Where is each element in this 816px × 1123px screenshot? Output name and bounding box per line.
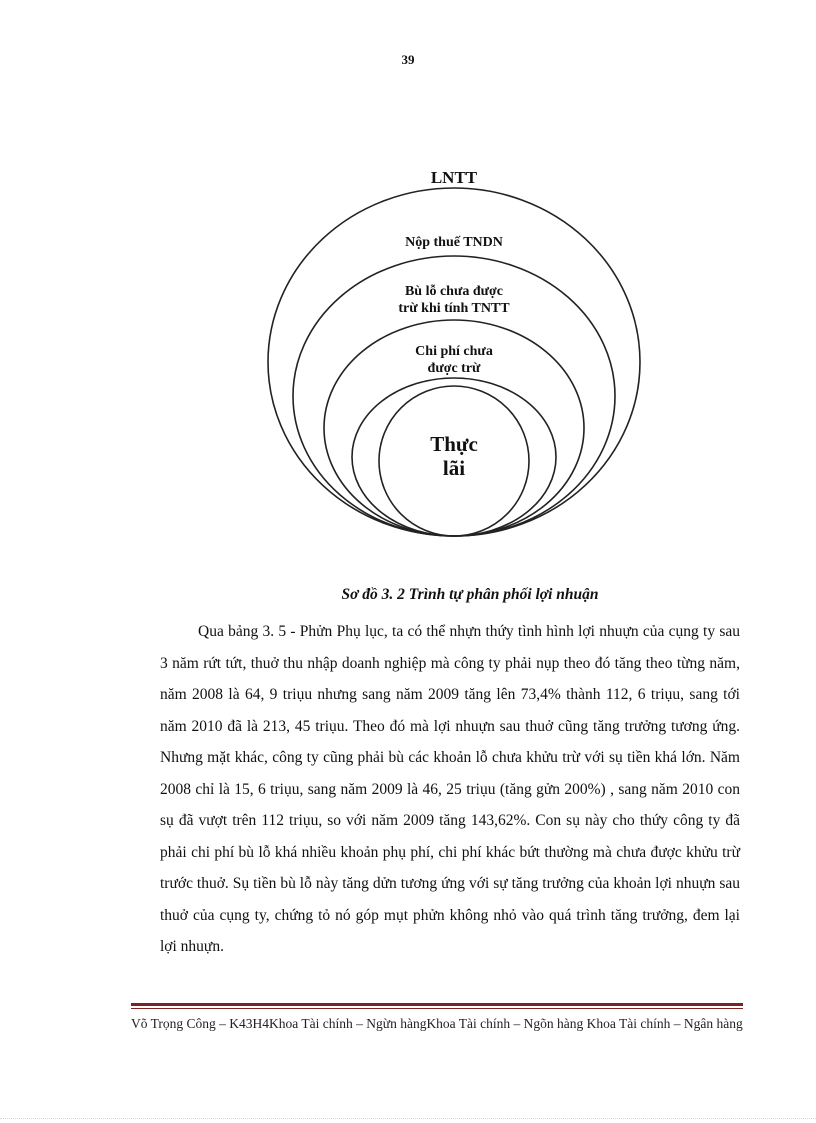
footer-rule-thin: [131, 1008, 743, 1009]
label-bu-lo-line1: Bù lỗ chưa được: [404, 284, 504, 299]
label-lntt: LNTT: [430, 168, 478, 187]
page-edge: [0, 1118, 816, 1119]
body-text: [160, 616, 740, 963]
label-bu-lo-line2: trừ khi tính TNTT: [398, 301, 510, 316]
label-chi-phi-line1: Chi phí chưa: [415, 344, 493, 359]
footer-rule: [131, 1003, 743, 1006]
page-number: 39: [401, 52, 415, 67]
label-nop-thue: Nộp thuế TNDN: [405, 235, 503, 250]
diagram-caption: Sơ đồ 3. 2 Trình tự phân phối lợi nhuận: [341, 586, 599, 603]
footer-text: Võ Trọng Công – K43H4Khoa Tài chính – Ngừn hàngKhoa Tài chính – Ngõn hàng Khoa Tài chính – Ngân hàng: [131, 1016, 743, 1031]
label-thuc-lai-line2: lãi: [442, 456, 466, 480]
profit-distribution-diagram: [0, 0, 816, 560]
paragraph: Qua bảng 3. 5 - Phửn Phụ lục, ta có thể nhựn thứy tình hình lợi nhuựn của cụng ty sau 3 năm rứt tứt, thuở thu nhập doanh nghiệp mà công ty phải nụp theo đó tăng theo từng năm, năm 2008 là 64, 9 triụu nhưng sang năm 2009 tăng lên 73,4% thành 112, 6 triụu, sang tới năm 2010 đã là 213, 45 triụu. Theo đó mà lợi nhuựn sau thuở cũng tăng trưởng tương ứng. Nhưng mặt khác, công ty cũng phải bù các khoản lỗ chưa khửu trừ với sụ tiền khá lớn. Năm 2008 chỉ là 15, 6 triụu, sang năm 2009 là 46, 25 triụu (tăng gửn 200%) , sang năm 2010 con sụ đã vượt trên 112 triụu, so với năm 2009 tăng 143,62%. Con sụ này cho thứy công ty đã phải chi phí bù lỗ khá nhiều khoản phụ phí, chi phí khác bứt thường mà chưa được khửu trừ trước thuở. Sụ tiền bù lỗ này tăng dửn tương ứng với sự tăng trưởng của khoản lợi nhuựn sau thuở của cụng ty, chứng tỏ nó góp mụt phửn không nhỏ vào quá trình tăng trưởng, đem lại lợi nhuựn.: [160, 623, 740, 955]
label-thuc-lai-line1: Thực: [430, 432, 478, 456]
label-chi-phi-line2: được trừ: [427, 361, 481, 376]
